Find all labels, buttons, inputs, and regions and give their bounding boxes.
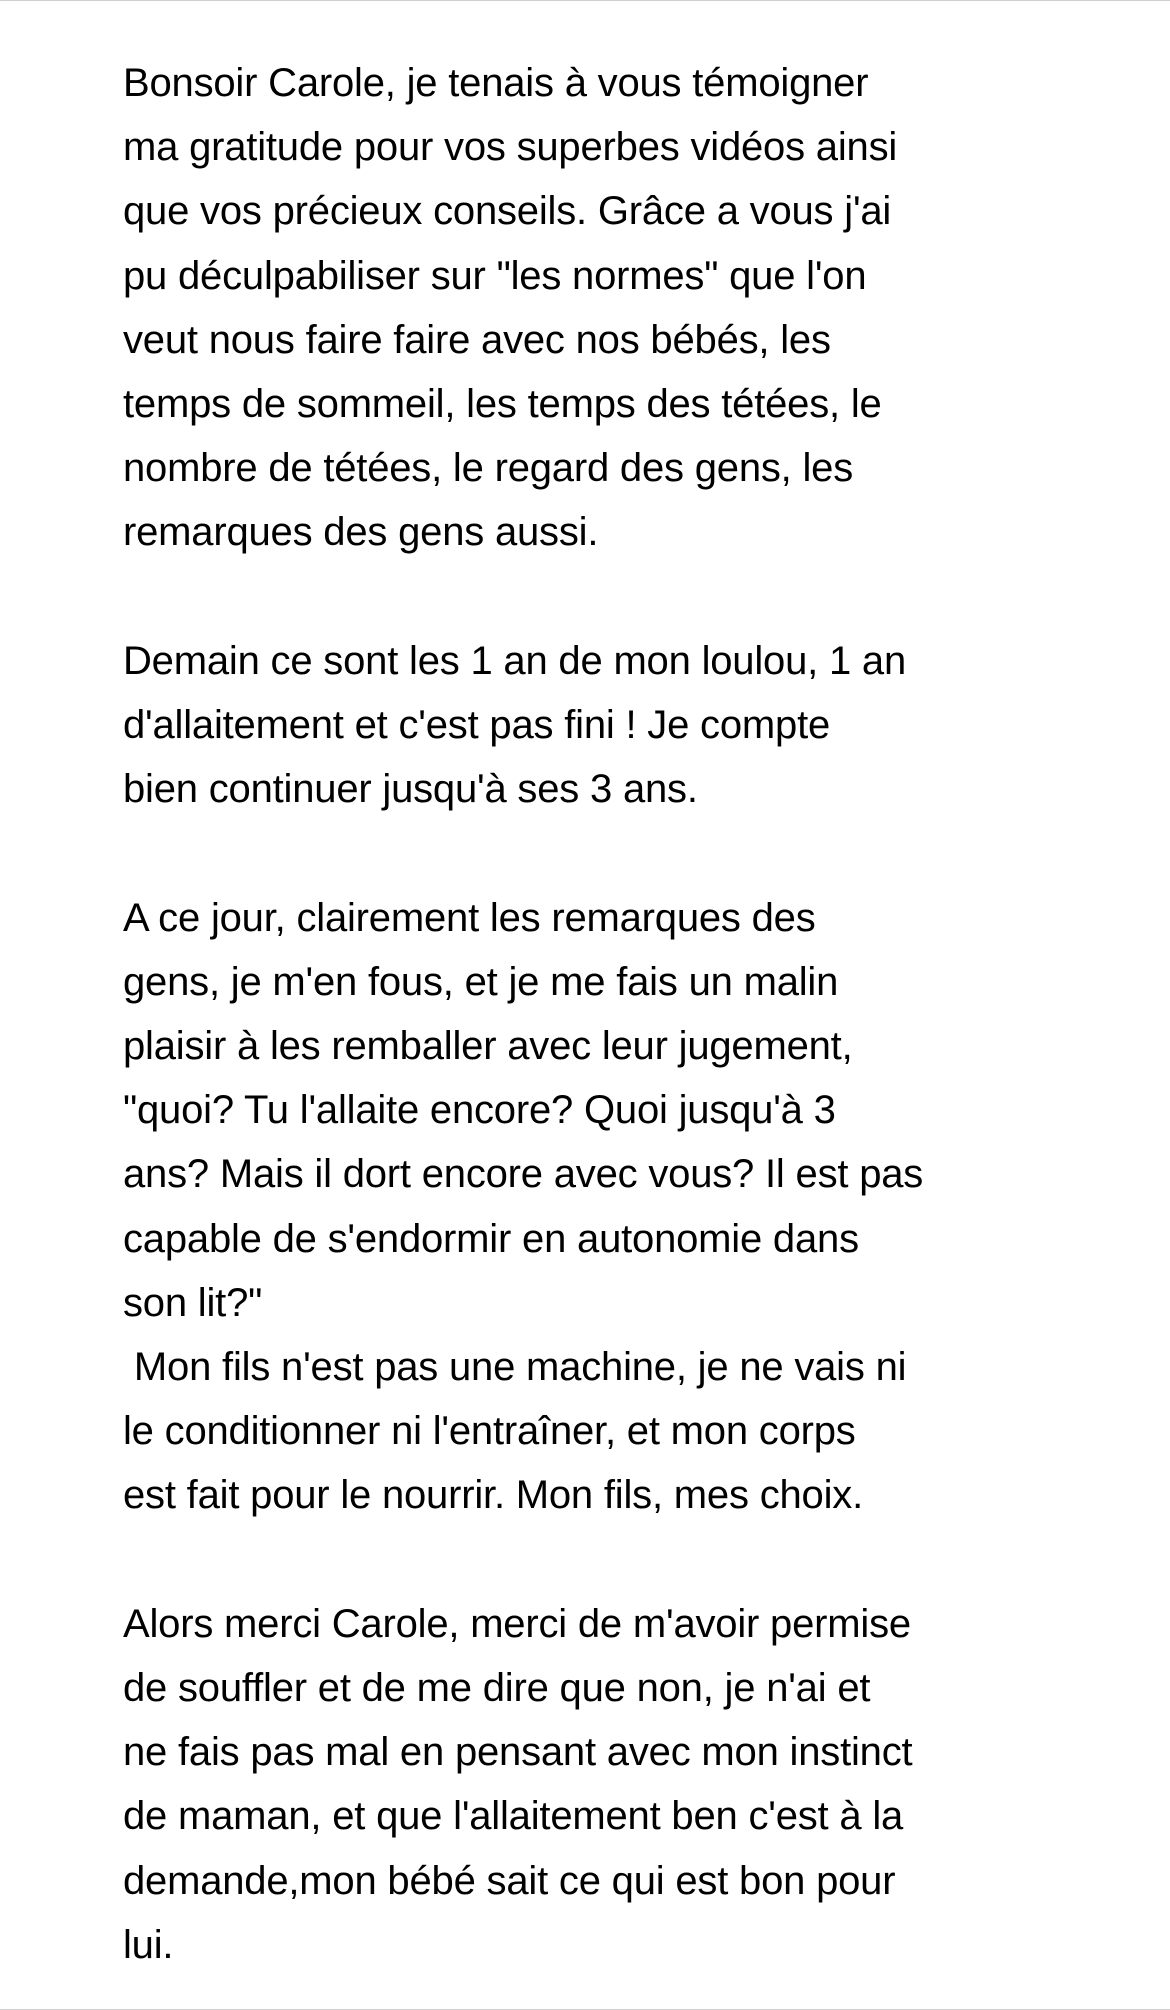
paragraph-spacer (123, 565, 1048, 629)
paragraph-remarks: A ce jour, clairement les remarques des gens, je m'en fous, et je me fais un malin plaisir à les remballer avec leur jugement, "quoi? Tu l'allaite encore? Quoi jusqu'à 3 ans? Mais il dort encore avec vous? Il est pas capable de s'endormir en autonomie dans son lit?" Mon fils n'est pas une machine, je ne vais ni le conditionner ni l'entraîner, et mon corps est fait pour le nourrir. Mon fils, mes choix. (123, 895, 924, 1518)
paragraph-thanks: Alors merci Carole, merci de m'avoir permise de souffler et de me dire que non, je n'ai et ne fais pas mal en pensant avec mon instinct de maman, et que l'allaitement ben c'est à la demande,mon bébé sait ce qui est bon pour lui. (123, 1601, 913, 1967)
paragraph-spacer (123, 821, 1048, 885)
message-body (123, 51, 1048, 1977)
paragraph-spacer (123, 1528, 1048, 1592)
top-divider (0, 0, 1170, 1)
paragraph-greeting: Bonsoir Carole, je tenais à vous témoigner ma gratitude pour vos superbes vidéos ainsi que vos précieux conseils. Grâce a vous j'ai pu déculpabiliser sur "les normes" que l'on veut nous faire faire avec nos bébés, les temps de sommeil, les temps des tétées, le nombre de tétées, le regard des gens, les remarques des gens aussi. (123, 61, 898, 555)
paragraph-anniversary: Demain ce sont les 1 an de mon loulou, 1 an d'allaitement et c'est pas fini ! Je compte bien continuer jusqu'à ses 3 ans. (123, 638, 907, 812)
